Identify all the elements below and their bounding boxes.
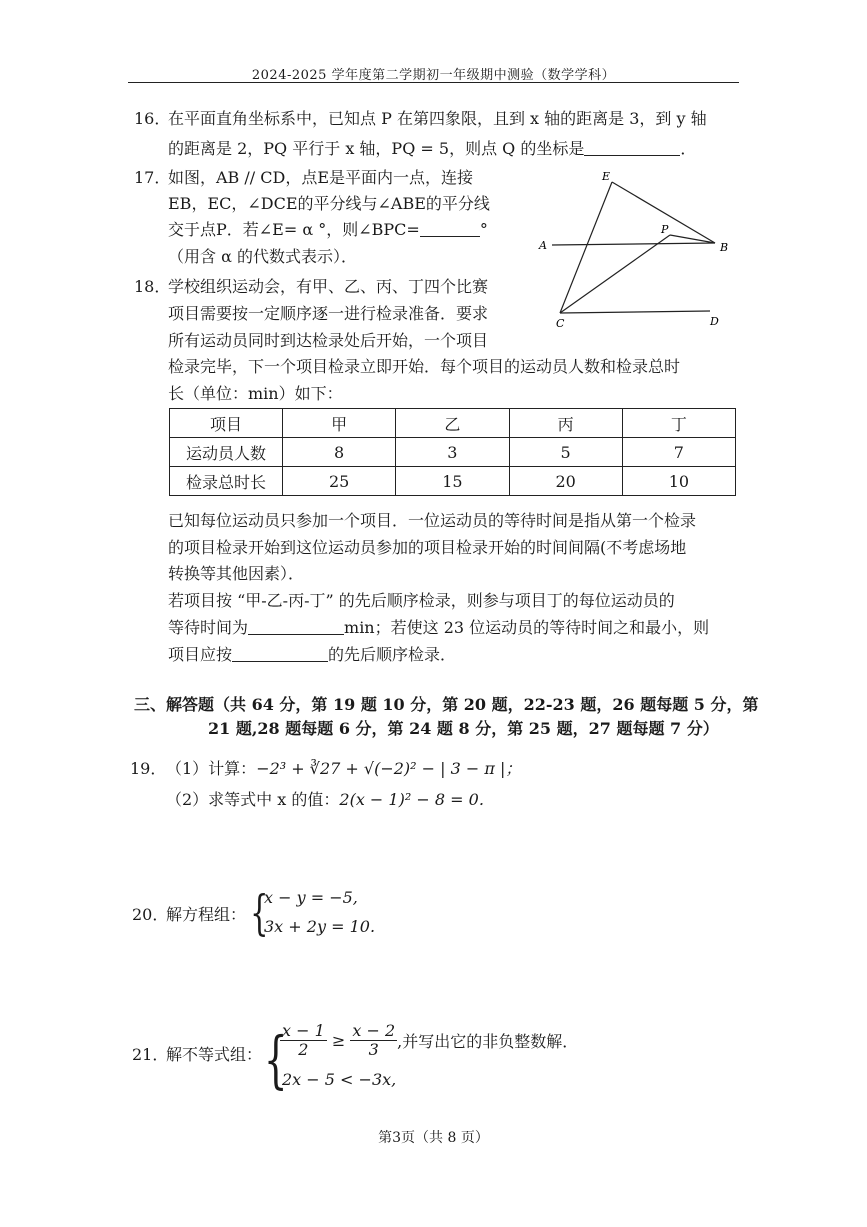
section3-heading-line2: 21 题,28 题每题 6 分，第 24 题 8 分，第 25 题，27 题每题 7 分） (208, 719, 719, 738)
q20-number: 20． (132, 905, 169, 924)
q17-line2: EB，EC，∠DCE的平分线与∠ABE的平分线 (168, 194, 490, 213)
q16-line2-text: 的距离是 2，PQ 平行于 x 轴，PQ = 5，则点 Q 的坐标是 (168, 139, 585, 158)
q18-line10-rest: min；若使这 23 位运动员的等待时间之和最小，则 (344, 618, 710, 637)
table-cell: 检录总时长 (170, 467, 283, 496)
q21-frac2-numerator: x − 2 (352, 1021, 396, 1040)
label-E: E (602, 170, 611, 183)
page-header: 2024-2025 学年度第二学期初一年级期中测验（数学学科） (251, 68, 616, 83)
table-header-cell: 乙 (396, 409, 509, 438)
q17-line1: 如图，AB // CD，点E是平面内一点，连接 (168, 168, 474, 187)
table-cell: 7 (622, 438, 735, 467)
section3-heading-line1: 三、解答题（共 64 分，第 19 题 10 分，第 20 题，22-23 题，26 题每题 5 分，第 (134, 695, 759, 714)
q17-geometry-figure (530, 165, 740, 335)
table-cell: 8 (283, 438, 396, 467)
q21-tail: ,并写出它的非负整数解． (397, 1032, 579, 1051)
label-P: P (661, 223, 669, 236)
table-header-cell: 丙 (509, 409, 622, 438)
q21-relation: ≥ (331, 1031, 346, 1050)
q16-number: 16． (134, 109, 171, 128)
q21-ineq1 (280, 1022, 578, 1059)
q18-table (169, 408, 736, 496)
q19-part2-expr: 2(x − 1)² − 8 = 0． (339, 790, 495, 809)
table-cell: 3 (396, 438, 509, 467)
label-D: D (710, 315, 719, 328)
table-header-row (170, 409, 736, 438)
q21-frac2-denominator: 3 (368, 1040, 379, 1059)
q18-order-blank[interactable] (232, 645, 328, 662)
q18-line4: 检录完毕，下一个项目检录立即开始．每个项目的运动员人数和检录总时 (168, 357, 681, 376)
q17-line3-text: 交于点P．若∠E= α °，则∠BPC= (168, 220, 420, 239)
q18-line3: 所有运动员同时到达检录处后开始，一个项目 (168, 331, 489, 350)
q20-brace: { (250, 885, 269, 941)
label-C: C (556, 317, 565, 330)
q17-line3-end: ° (479, 220, 488, 239)
q17-number: 17． (134, 168, 171, 187)
q18-line6: 已知每位运动员只参加一个项目．一位运动员的等待时间是指从第一个检录 (168, 511, 697, 530)
q20-label: 解方程组： (166, 905, 247, 924)
page-footer: 第3页（共 8 页） (378, 1130, 489, 1146)
segment-CP (560, 235, 670, 313)
q18-line10-text: 等待时间为 (168, 618, 249, 637)
q21-frac2 (350, 1022, 397, 1059)
q21-frac1-denominator: 2 (298, 1040, 309, 1059)
table-cell: 10 (622, 467, 735, 496)
q19-number: 19． (130, 759, 167, 778)
table-cell: 15 (396, 467, 509, 496)
q18-line7: 的项目检录开始到这位运动员参加的项目检录开始的时间间隔(不考虑场地 (168, 538, 687, 557)
q16-line2 (168, 139, 696, 159)
q18-line11-rest: 的先后顺序检录． (328, 645, 457, 664)
table-header-cell: 项目 (170, 409, 283, 438)
table-cell: 5 (509, 438, 622, 467)
q21-frac1 (280, 1022, 327, 1059)
q17-line3 (168, 220, 488, 240)
segment-EC (560, 182, 612, 313)
q16-line1: 在平面直角坐标系中，已知点 P 在第四象限，且到 x 轴的距离是 3，到 y 轴 (168, 109, 707, 128)
q18-line5: 长（单位：min）如下： (168, 384, 343, 403)
q18-line9: 若项目按 “甲-乙-丙-丁” 的先后顺序检录，则参与项目丁的每位运动员的 (168, 591, 675, 610)
q18-line11-text: 项目应按 (168, 645, 233, 664)
table-header-cell: 甲 (283, 409, 396, 438)
q18-number: 18． (134, 277, 171, 296)
q19-part1 (166, 759, 521, 779)
q17-line4: （用含 α 的代数式表示）． (168, 247, 357, 266)
q18-line1: 学校组织运动会，有甲、乙、丙、丁四个比赛 (168, 277, 489, 296)
table-cell: 25 (283, 467, 396, 496)
table-header-cell: 丁 (622, 409, 735, 438)
q20-eq2: 3x + 2y = 10. (264, 917, 376, 936)
table-row (170, 438, 736, 467)
q19-part1-label: （1）计算： (166, 759, 257, 778)
q18-wait-blank[interactable] (248, 618, 344, 635)
q18-line8: 转换等其他因素）． (168, 564, 305, 583)
header-rule (128, 82, 739, 83)
label-A: A (539, 239, 547, 252)
q18-line11 (168, 645, 456, 665)
q19-part1-expr: −2³ + ∛27 + √(−2)² − | 3 − π |； (256, 759, 522, 778)
q19-part2 (166, 790, 495, 810)
q21-label: 解不等式组： (166, 1045, 263, 1064)
q16-answer-blank[interactable] (584, 139, 680, 156)
q21-frac1-numerator: x − 1 (282, 1021, 325, 1040)
table-cell: 20 (509, 467, 622, 496)
q19-part2-label: （2）求等式中 x 的值： (166, 790, 340, 809)
q21-brace: { (263, 1023, 288, 1096)
line-AB (552, 243, 715, 245)
table-row (170, 467, 736, 496)
line-CD (560, 311, 710, 313)
label-B: B (720, 241, 729, 254)
q20-eq1: x − y = −5, (264, 888, 358, 907)
q21-number: 21． (132, 1045, 169, 1064)
q18-line10 (168, 618, 709, 638)
q18-line2: 项目需要按一定顺序逐一进行检录准备．要求 (168, 304, 489, 323)
q16-line2-end: ． (680, 139, 697, 158)
q21-eq2: 2x − 5 < −3x, (282, 1070, 397, 1089)
table-cell: 运动员人数 (170, 438, 283, 467)
q17-answer-blank[interactable] (420, 220, 480, 237)
